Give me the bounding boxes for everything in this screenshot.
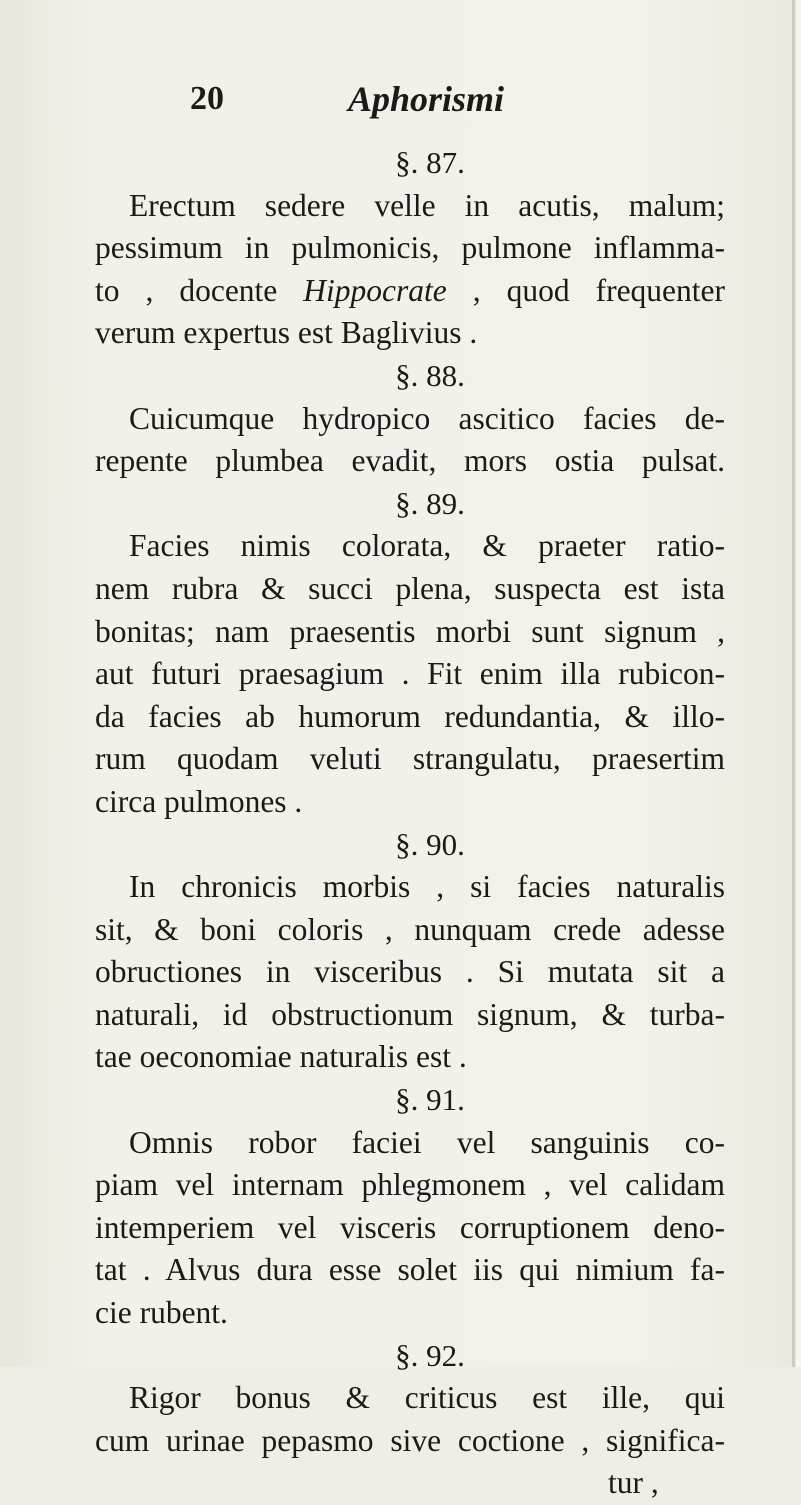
text-line: nem rubra & succi plena, suspecta est ista — [95, 570, 725, 606]
page-edge — [796, 0, 801, 1367]
text-line: tae oeconomiae naturalis est . — [95, 1039, 467, 1075]
body-text — [95, 142, 725, 1505]
page-number: 20 — [190, 80, 224, 117]
aphorism-text — [95, 1377, 725, 1462]
text-line: cum urinae pepasmo sive coctione , significa- — [95, 1422, 725, 1458]
aphorism-text — [95, 398, 725, 483]
text-line: Erectum sedere velle in acutis, malum; — [129, 187, 725, 223]
text-line: Omnis robor faciei vel sanguinis co- — [129, 1124, 725, 1160]
text-line: cie rubent. — [95, 1295, 228, 1331]
text-line: repente plumbea evadit, mors ostia pulsat. — [95, 443, 725, 479]
italic-name: Hippocrate — [303, 272, 447, 308]
text-line: aut futuri praesagium . Fit enim illa rubicon- — [95, 656, 725, 692]
aphorism-heading: §. 88. — [395, 357, 465, 393]
aphorism-heading: §. 89. — [395, 485, 465, 521]
running-title: Aphorismi — [348, 79, 505, 119]
aphorism-heading: §. 87. — [395, 145, 465, 180]
aphorism-heading: §. 90. — [395, 826, 465, 862]
text-line: verum expertus est Baglivius . — [95, 315, 478, 351]
aphorism-heading: §. 92. — [395, 1337, 465, 1373]
text-line: rum quodam veluti strangulatu, praesertim — [95, 741, 725, 777]
text-line: bonitas; nam praesentis morbi sunt signum , — [95, 613, 725, 649]
text-line-italic-mixed: to , docente Hippocrate , quod frequenter — [95, 272, 726, 308]
text-line: In chronicis morbis , si facies naturalis — [129, 869, 725, 905]
text-line: Facies nimis colorata, & praeter ratio- — [129, 528, 725, 564]
text-line: obructiones in visceribus . Si mutata sit a — [95, 954, 725, 990]
text-line: piam vel internam phlegmonem , vel calidam — [95, 1167, 725, 1203]
text-line: circa pulmones . — [95, 783, 303, 819]
text-line: Cuicumque hydropico ascitico facies de- — [129, 400, 725, 436]
text-line — [95, 270, 725, 313]
aphorism-text — [95, 1122, 725, 1335]
page-header — [0, 80, 801, 130]
aphorism-heading: §. 91. — [395, 1082, 465, 1118]
text-line: pessimum in pulmonicis, pulmone inflamma- — [95, 230, 725, 266]
text-line: naturali, id obstructionum signum, & turba- — [95, 996, 725, 1032]
text-line: Rigor bonus & criticus est ille, qui — [129, 1380, 725, 1416]
catchword: tur , — [608, 1465, 659, 1501]
text-line: tat . Alvus dura esse solet iis qui nimium fa- — [95, 1252, 725, 1288]
text-line: intemperiem vel visceris corruptionem deno- — [95, 1209, 725, 1245]
aphorism-text — [95, 525, 725, 823]
text-line: sit, & boni coloris , nunquam crede adesse — [95, 911, 725, 947]
aphorism-text — [95, 866, 725, 1079]
page-edge-shadow — [792, 0, 795, 1367]
text-line: da facies ab humorum redundantia, & illo- — [95, 698, 725, 734]
aphorism-text — [95, 185, 725, 355]
